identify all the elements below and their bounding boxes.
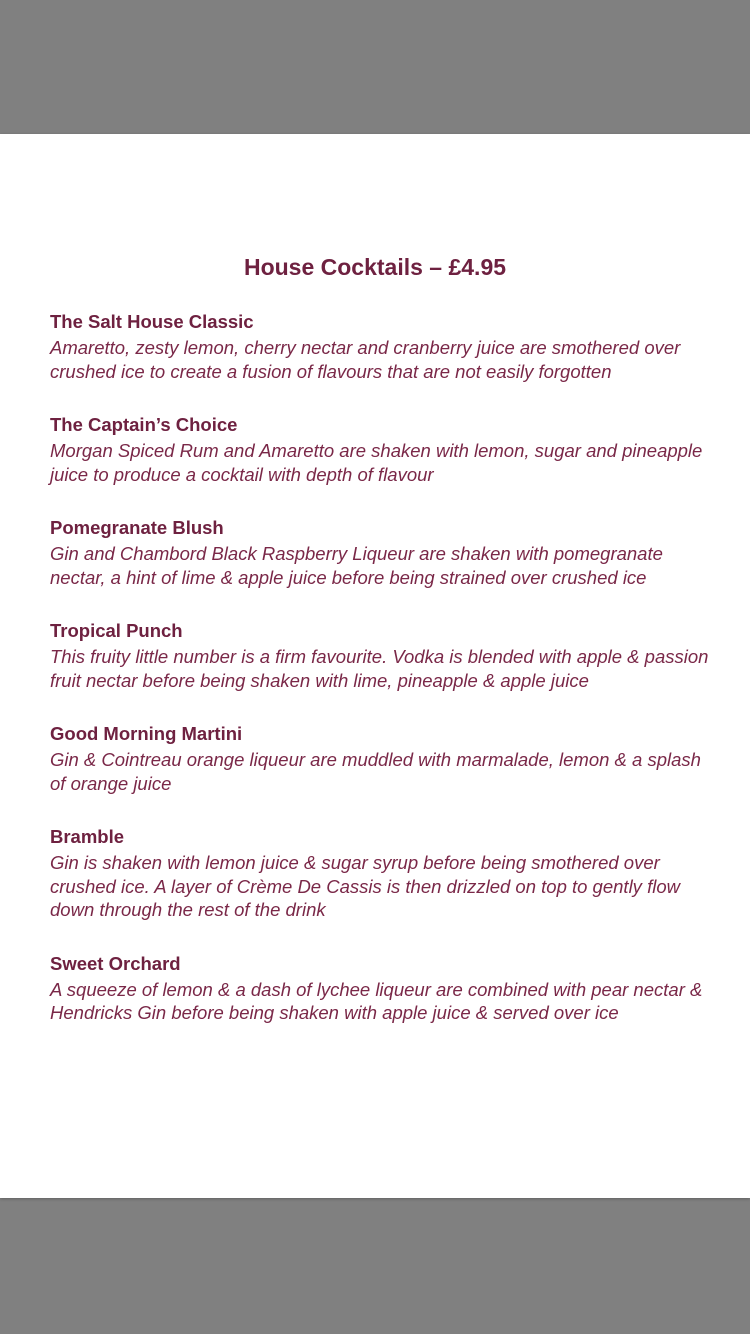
cocktail-item-captains-choice	[50, 413, 710, 486]
cocktail-name: Bramble	[50, 826, 125, 847]
cocktail-description: Gin & Cointreau orange liqueur are muddled with marmalade, lemon & a splash of orange juice	[50, 749, 701, 794]
cocktail-name: The Salt House Classic	[50, 311, 254, 332]
cocktail-item-sweet-orchard	[50, 952, 710, 1025]
cocktail-name: Sweet Orchard	[50, 952, 181, 974]
cocktail-description: Morgan Spiced Rum and Amaretto are shaken with lemon, sugar and pineapple juice to produce a cocktail with depth of flavour	[50, 440, 703, 485]
cocktail-description: Gin is shaken with lemon juice & sugar syrup before being smothered over crushed ice. A layer of Crème De Cassis is then drizzled on top to gently flow down through the rest of the drink	[50, 852, 680, 920]
cocktail-description: This fruity little number is a firm favourite. Vodka is blended with apple & passion fruit nectar before being shaken with lime, pineapple & apple juice	[50, 646, 709, 691]
cocktail-list	[50, 310, 710, 1025]
cocktail-name: Good Morning Martini	[50, 723, 243, 744]
cocktail-description: A squeeze of lemon & a dash of lychee liqueur are combined with pear nectar & Hendricks Gin before being shaken with apple juice & served over ice	[50, 978, 703, 1023]
cocktail-description: Gin and Chambord Black Raspberry Liqueur are shaken with pomegranate nectar, a hint of lime & apple juice before being strained over crushed ice	[50, 543, 663, 588]
cocktail-item-pomegranate-blush	[50, 516, 710, 589]
cocktail-name: Pomegranate Blush	[50, 517, 224, 538]
cocktail-item-bramble	[50, 825, 710, 922]
menu-page	[0, 134, 750, 1198]
menu-title: House Cocktails – £4.95	[243, 254, 507, 280]
cocktail-item-good-morning-martini	[50, 722, 710, 795]
cocktail-item-salt-house-classic	[50, 310, 710, 383]
cocktail-name: The Captain’s Choice	[50, 414, 238, 435]
cocktail-item-tropical-punch	[50, 619, 710, 692]
cocktail-name: Tropical Punch	[50, 620, 183, 641]
cocktail-description: Amaretto, zesty lemon, cherry nectar and cranberry juice are smothered over crushed ice to create a fusion of flavours that are not easily forgotten	[50, 337, 681, 382]
